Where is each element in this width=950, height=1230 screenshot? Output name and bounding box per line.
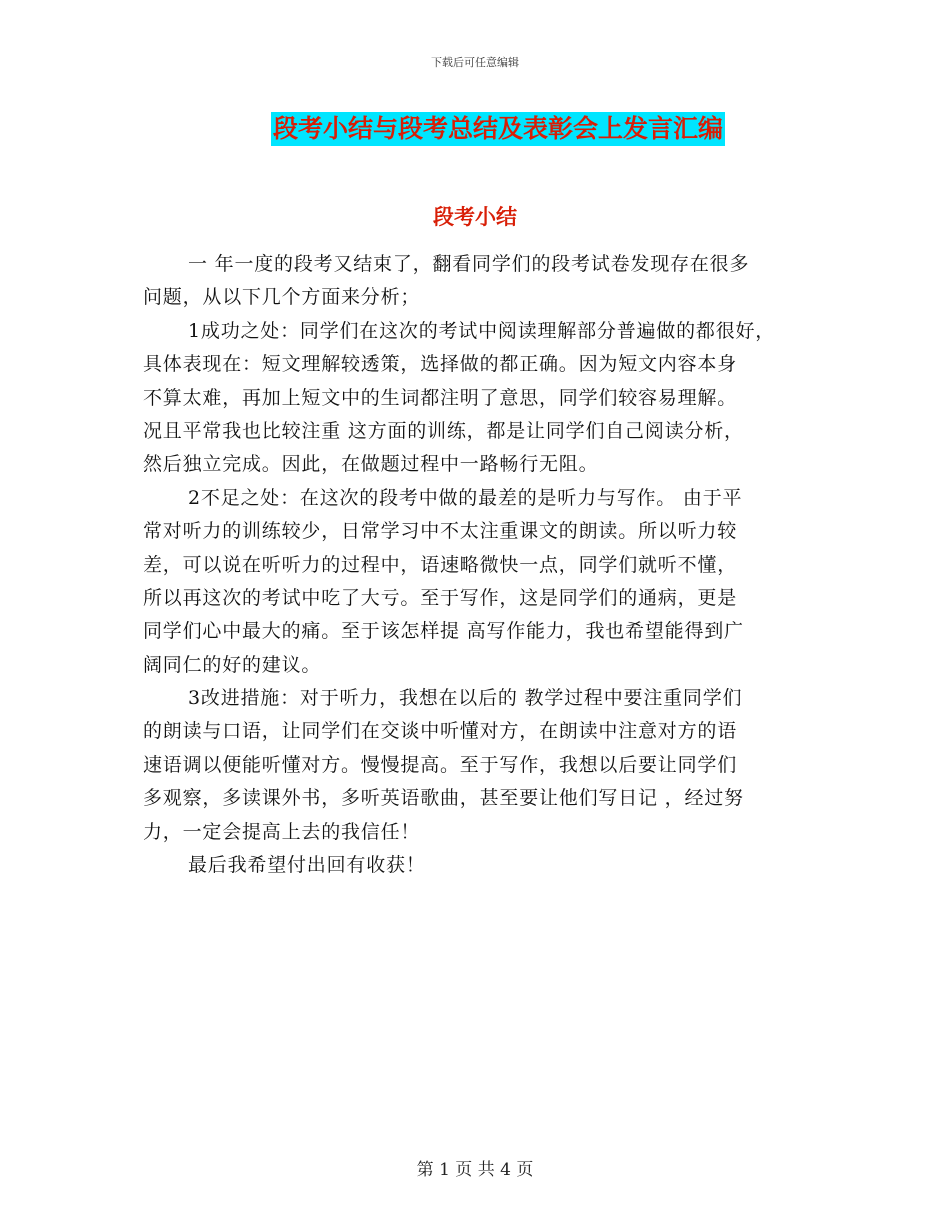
paragraph-line: 阔同仁的好的建议。	[143, 653, 322, 676]
paragraph-line: 3改进措施：对于听力，我想在以后的 教学过程中要注重同学们	[188, 687, 743, 710]
paragraph-line: 不算太难，再加上短文中的生词都注明了意思，同学们较容易理解。	[143, 386, 738, 409]
paragraph-line: 然后独立完成。因此，在做题过程中一路畅行无阻。	[143, 453, 599, 476]
paragraph-line: 问题，从以下几个方面来分析；	[143, 286, 421, 309]
paragraph-line: 具体表现在：短文理解较透策，选择做的都正确。因为短文内容本身	[143, 353, 738, 376]
paragraph-line: 常对听力的训练较少，日常学习中不太注重课文的朗读。所以听力较	[143, 520, 738, 543]
paragraph-line: 力，一定会提高上去的我信任！	[143, 820, 421, 843]
paragraph-line: 况且平常我也比较注重 这方面的训练，都是让同学们自己阅读分析，	[143, 419, 744, 442]
paragraph-line: 最后我希望付出回有收获！	[188, 854, 426, 877]
paragraph-line: 同学们心中最大的痛。至于该怎样提 高写作能力，我也希望能得到广	[143, 620, 744, 643]
paragraph-line: 多观察，多读课外书，多听英语歌曲，甚至要让他们写日记 ，经过努	[143, 787, 744, 810]
document-title-container	[0, 112, 950, 146]
paragraph-line: 1成功之处：同学们在这次的考试中阅读理解部分普遍做的都很好，	[188, 319, 776, 342]
paragraph-line: 一 年一度的段考又结束了，翻看同学们的段考试卷发现存在很多	[188, 253, 750, 275]
section-title: 段考小结	[433, 204, 517, 229]
paragraph-line: 的朗读与口语，让同学们在交谈中听懂对方，在朗读中注意对方的语	[143, 720, 738, 743]
paragraph-line: 所以再这次的考试中吃了大亏。至于写作，这是同学们的通病，更是	[143, 586, 738, 609]
document-title: 段考小结与段考总结及表彰会上发言汇编	[271, 112, 725, 146]
page-header-note: 下载后可任意编辑	[431, 56, 519, 69]
paragraph-line: 速语调以便能听懂对方。慢慢提高。至于写作，我想以后要让同学们	[143, 753, 738, 776]
page-number-footer: 第 1 页 共 4 页	[416, 1160, 534, 1180]
body-text	[143, 248, 823, 882]
paragraph-line: 差，可以说在听听力的过程中，语速略微快一点，同学们就听不懂，	[143, 553, 738, 576]
paragraph-line: 2不足之处：在这次的段考中做的最差的是听力与写作。 由于平	[188, 486, 743, 509]
